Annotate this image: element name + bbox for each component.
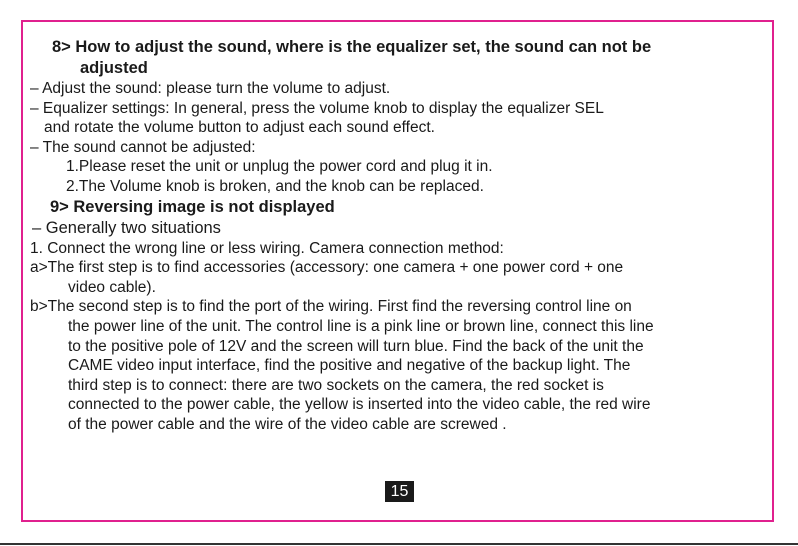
section-8-line: – The sound cannot be adjusted: bbox=[30, 138, 256, 156]
section-8-heading: 8> How to adjust the sound, where is the equalizer set, the sound can not be bbox=[52, 38, 652, 56]
section-8-line: – Equalizer settings: In general, press the volume knob to display the equalizer SEL bbox=[30, 99, 604, 117]
section-8-heading-continued: adjusted bbox=[80, 59, 148, 77]
section-8-line: and rotate the volume button to adjust each sound effect. bbox=[44, 119, 435, 137]
section-9-intro: – Generally two situations bbox=[32, 218, 221, 237]
section-8-line: 1.Please reset the unit or unplug the power cord and plug it in. bbox=[66, 158, 493, 176]
page-number-badge: 15 bbox=[385, 481, 414, 502]
section-8-line: 2.The Volume knob is broken, and the knob can be replaced. bbox=[66, 177, 484, 195]
manual-content bbox=[30, 37, 752, 435]
step-b-line: third step is to connect: there are two sockets on the camera, the red socket is bbox=[68, 376, 604, 394]
step-b-line: the power line of the unit. The control line is a pink line or brown line, connect this line bbox=[68, 317, 654, 335]
section-8-line: – Adjust the sound: please turn the volume to adjust. bbox=[30, 80, 391, 97]
step-b-line: CAME video input interface, find the positive and negative of the backup light. The bbox=[68, 357, 631, 375]
section-9-heading: 9> Reversing image is not displayed bbox=[50, 197, 335, 216]
step-a-line: a>The first step is to find accessories (accessory: one camera + one power cord + one bbox=[30, 259, 624, 277]
step-b-line: of the power cable and the wire of the video cable are screwed . bbox=[68, 415, 507, 433]
step-b-line: connected to the power cable, the yellow is inserted into the video cable, the red wire bbox=[68, 396, 651, 414]
step-b-line: b>The second step is to find the port of the wiring. First find the reversing control line on bbox=[30, 298, 632, 316]
step-a-line: video cable). bbox=[68, 278, 156, 296]
step-b-line: to the positive pole of 12V and the screen will turn blue. Find the back of the unit the bbox=[68, 337, 644, 355]
bottom-divider bbox=[0, 543, 798, 545]
section-9-point-1: 1. Connect the wrong line or less wiring. Camera connection method: bbox=[30, 239, 504, 257]
